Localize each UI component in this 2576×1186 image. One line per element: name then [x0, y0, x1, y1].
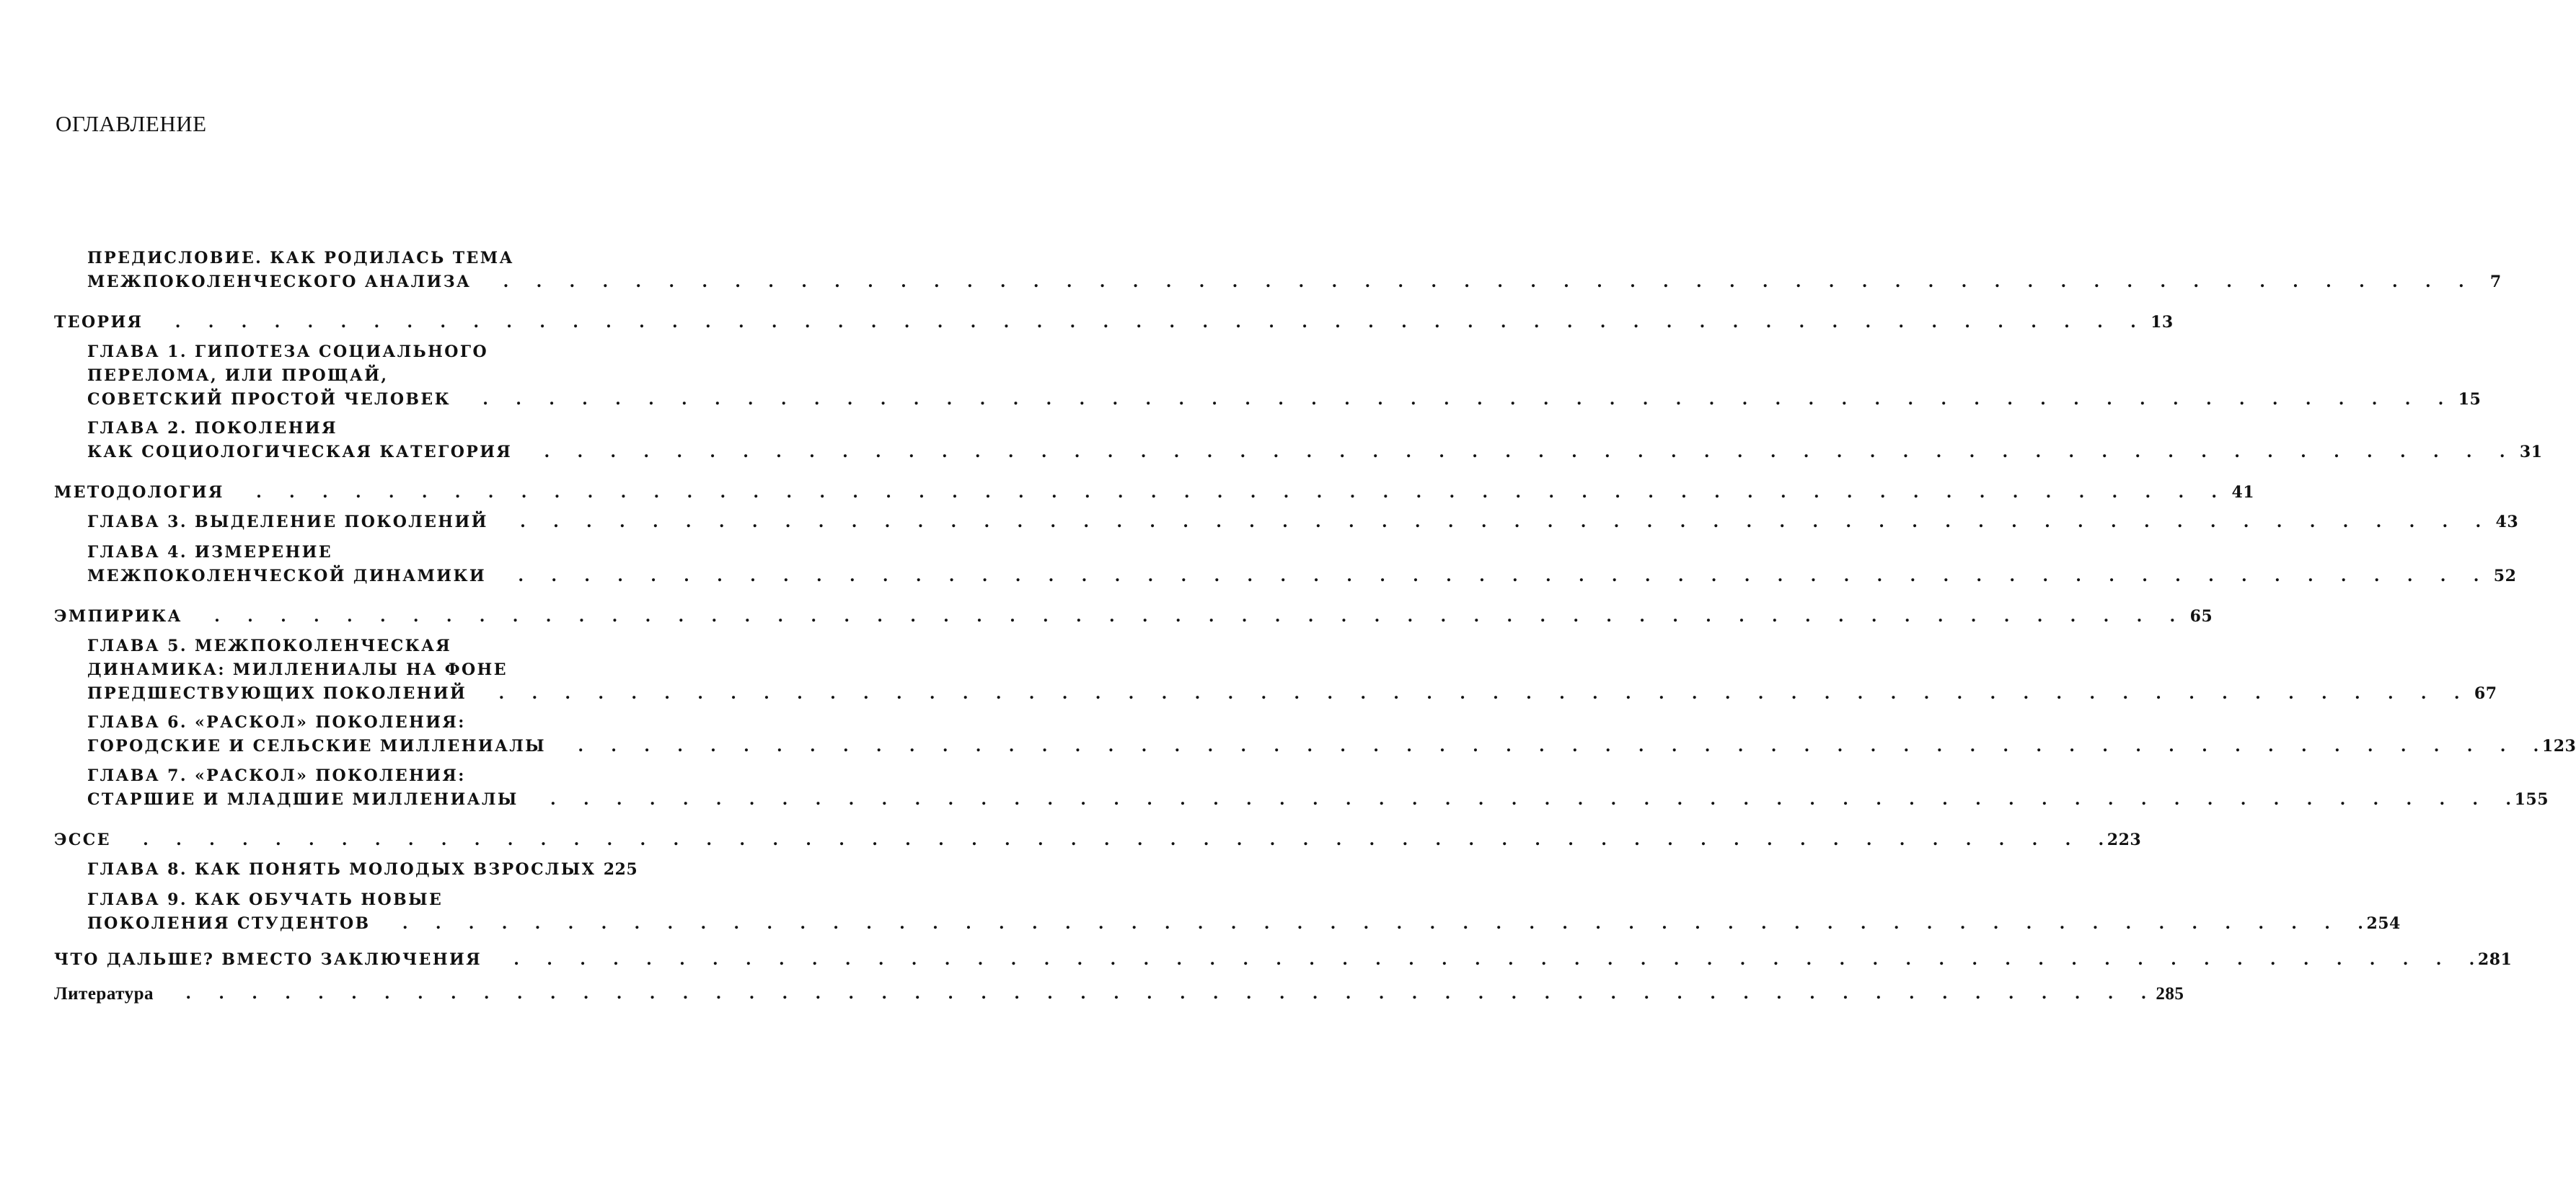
page-number: 52 [2493, 567, 2517, 585]
page-number: 155 [2514, 790, 2549, 809]
page-number: 281 [2477, 950, 2513, 969]
toc-entry-ch3[interactable] [87, 510, 2519, 534]
page-number: 41 [2231, 483, 2255, 502]
toc-entry-title-line: ДИНАМИКА: МИЛЛЕНИАЛЫ НА ФОНЕ [87, 660, 508, 679]
page-number: 254 [2366, 914, 2401, 933]
toc-entry-last-line [54, 828, 2142, 852]
toc-entry-last-line [87, 388, 2482, 412]
toc-entry-title-line: ПРЕДШЕСТВУЮЩИХ ПОКОЛЕНИЙ [87, 684, 467, 703]
toc-entry-last-line [87, 682, 2497, 706]
dot-leader: . . . . . . . . . . . . . . . . . . . . . . . . . . . . . . . . . . . . . . . . . . . . . . . . . . . . . . . . . . . . [475, 273, 2464, 291]
toc-entry-title-line: ГЛАВА 9. КАК ОБУЧАТЬ НОВЫЕ [87, 890, 444, 909]
toc-entry-title-line: ГЛАВА 4. ИЗМЕРЕНИЕ [87, 543, 332, 562]
toc-entry-literature[interactable] [54, 982, 2184, 1006]
toc-entry-title-line: ЭМПИРИКА [54, 607, 182, 626]
toc-entry-last-line [87, 788, 2549, 812]
toc-entry-title-line: ГЛАВА 7. «РАСКОЛ» ПОКОЛЕНИЯ: [87, 766, 466, 785]
toc-entry-ch2[interactable] [87, 417, 2543, 464]
toc-entry-title-line: ГЛАВА 6. «РАСКОЛ» ПОКОЛЕНИЯ: [87, 713, 466, 732]
toc-entry-last-line [87, 270, 2502, 294]
dot-leader: . . . . . . . . . . . . . . . . . . . . . . . . . . . . . . . . . . . . . . . . . . . . . . . . . . . . . . . . . . . . [550, 737, 2539, 756]
dot-leader: . . . . . . . . . . . . . . . . . . . . . . . . . . . . . . . . . . . . . . . . . . . . . . . . . . . . . . . . . . . . [186, 607, 2176, 626]
toc-entry-last-line [54, 311, 2174, 335]
page-title: ОГЛАВЛЕНИЕ [56, 111, 207, 136]
dot-leader: . . . . . . . . . . . . . . . . . . . . . . . . . . . . . . . . . . . . . . . . . . . . . . . . . . . . . . . . . . . . [158, 984, 2147, 1003]
toc-entry-title-line: ГОРОДСКИЕ И СЕЛЬСКИЕ МИЛЛЕНИАЛЫ [87, 737, 547, 756]
page-number: 285 [2156, 984, 2184, 1004]
page-number: 7 [2489, 273, 2502, 291]
page-number: 223 [2107, 831, 2142, 849]
toc-entry-title-line: ТЕОРИЯ [54, 313, 144, 332]
toc-entry-ch5[interactable] [87, 634, 2497, 706]
page-number: 65 [2189, 607, 2213, 626]
toc-entry-title-line: ГЛАВА 3. ВЫДЕЛЕНИЕ ПОКОЛЕНИЙ [87, 513, 488, 531]
dot-leader: . . . . . . . . . . . . . . . . . . . . . . . . . . . . . . . . . . . . . . . . . . . . . . . . . . . . . . . . . . . . [147, 313, 2136, 332]
toc-entry-title-line: ГЛАВА 2. ПОКОЛЕНИЯ [87, 419, 338, 438]
dot-leader: . . . . . . . . . . . . . . . . . . . . . . . . . . . . . . . . . . . . . . . . . . . . . . . . . . . . . . . . . . . . [492, 513, 2482, 531]
page-number: 67 [2474, 684, 2497, 703]
toc-entry-last-line [87, 510, 2519, 534]
toc-entry-theory[interactable] [54, 311, 2174, 335]
toc-entry-title-line: ПЕРЕЛОМА, ИЛИ ПРОЩАЙ, [87, 366, 389, 385]
toc-entry-last-line [87, 565, 2517, 588]
toc-entry-last-line [87, 858, 638, 882]
toc-entry-title-line: Литература [54, 984, 154, 1004]
dot-leader: . . . . . . . . . . . . . . . . . . . . . . . . . . . . . . . . . . . . . . . . . . . . . . . . . . . . . . . . . . . . [374, 914, 2363, 933]
dot-leader: . . . . . . . . . . . . . . . . . . . . . . . . . . . . . . . . . . . . . . . . . . . . . . . . . . . . . . . . . . . . [516, 443, 2505, 461]
toc-entry-title-line: ГЛАВА 8. КАК ПОНЯТЬ МОЛОДЫХ ВЗРОСЛЫХ [87, 860, 596, 879]
toc-entry-title-line: ЭССЕ [54, 831, 111, 849]
toc-entry-title-line: СТАРШИЕ И МЛАДШИЕ МИЛЛЕНИАЛЫ [87, 790, 519, 809]
toc-entry-title-line: ГЛАВА 5. МЕЖПОКОЛЕНЧЕСКАЯ [87, 637, 452, 655]
toc-entry-essay[interactable] [54, 828, 2142, 852]
toc-entry-last-line [54, 948, 2513, 972]
toc-entry-title-line: ЧТО ДАЛЬШЕ? ВМЕСТО ЗАКЛЮЧЕНИЯ [54, 950, 482, 969]
toc-entry-ch9[interactable] [87, 888, 2401, 936]
toc-entry-title-line: КАК СОЦИОЛОГИЧЕСКАЯ КАТЕГОРИЯ [87, 443, 513, 461]
page-number: 15 [2458, 390, 2482, 409]
dot-leader: . . . . . . . . . . . . . . . . . . . . . . . . . . . . . . . . . . . . . . . . . . . . . . . . . . . . . . . . . . . . [455, 390, 2444, 409]
page-number: 13 [2151, 313, 2174, 332]
toc-entry-title-line: ПРЕДИСЛОВИЕ. КАК РОДИЛАСЬ ТЕМА [87, 249, 514, 267]
dot-leader: . . . . . . . . . . . . . . . . . . . . . . . . . . . . . . . . . . . . . . . . . . . . . . . . . . . . . . . . . . . . [490, 567, 2479, 585]
toc-entry-whats-next[interactable] [54, 948, 2513, 972]
toc-entry-title-line: МЕТОДОЛОГИЯ [54, 483, 224, 502]
toc-entry-ch8[interactable] [87, 858, 638, 882]
toc-entry-last-line [87, 735, 2576, 758]
page-number: 123 [2541, 737, 2576, 756]
toc-entry-title-line: СОВЕТСКИЙ ПРОСТОЙ ЧЕЛОВЕК [87, 390, 451, 409]
toc-entry-title-line: ПОКОЛЕНИЯ СТУДЕНТОВ [87, 914, 371, 933]
toc-entry-empirics[interactable] [54, 605, 2213, 629]
toc-entry-ch7[interactable] [87, 764, 2549, 812]
toc-entry-title-line: ГЛАВА 1. ГИПОТЕЗА СОЦИАЛЬНОГО [87, 342, 489, 361]
page-number: 225 [603, 860, 638, 879]
dot-leader: . . . . . . . . . . . . . . . . . . . . . . . . . . . . . . . . . . . . . . . . . . . . . . . . . . . . . . . . . . . . [486, 950, 2475, 969]
toc-entry-last-line [54, 481, 2255, 505]
toc-entry-ch4[interactable] [87, 541, 2517, 588]
toc-entry-title-line: МЕЖПОКОЛЕНЧЕСКОЙ ДИНАМИКИ [87, 567, 487, 585]
toc-entry-title-line: МЕЖПОКОЛЕНЧЕСКОГО АНАЛИЗА [87, 273, 472, 291]
toc-entry-last-line [87, 912, 2401, 936]
dot-leader: . . . . . . . . . . . . . . . . . . . . . . . . . . . . . . . . . . . . . . . . . . . . . . . . . . . . . . . . . . . . [115, 831, 2104, 849]
toc-entry-last-line [54, 605, 2213, 629]
toc-entry-preface[interactable] [87, 247, 2502, 294]
dot-leader: . . . . . . . . . . . . . . . . . . . . . . . . . . . . . . . . . . . . . . . . . . . . . . . . . . . . . . . . . . . . [228, 483, 2218, 502]
toc-entry-ch6[interactable] [87, 711, 2576, 758]
toc-entry-methodology[interactable] [54, 481, 2255, 505]
dot-leader: . . . . . . . . . . . . . . . . . . . . . . . . . . . . . . . . . . . . . . . . . . . . . . . . . . . . . . . . . . . . [471, 684, 2460, 703]
toc-entry-ch1[interactable] [87, 340, 2482, 412]
toc-entry-last-line [54, 982, 2184, 1006]
page-number: 43 [2495, 513, 2519, 531]
dot-leader: . . . . . . . . . . . . . . . . . . . . . . . . . . . . . . . . . . . . . . . . . . . . . . . . . . . . . . . . . . . . [522, 790, 2512, 809]
page-number: 31 [2519, 443, 2543, 461]
toc-entry-last-line [87, 441, 2543, 464]
